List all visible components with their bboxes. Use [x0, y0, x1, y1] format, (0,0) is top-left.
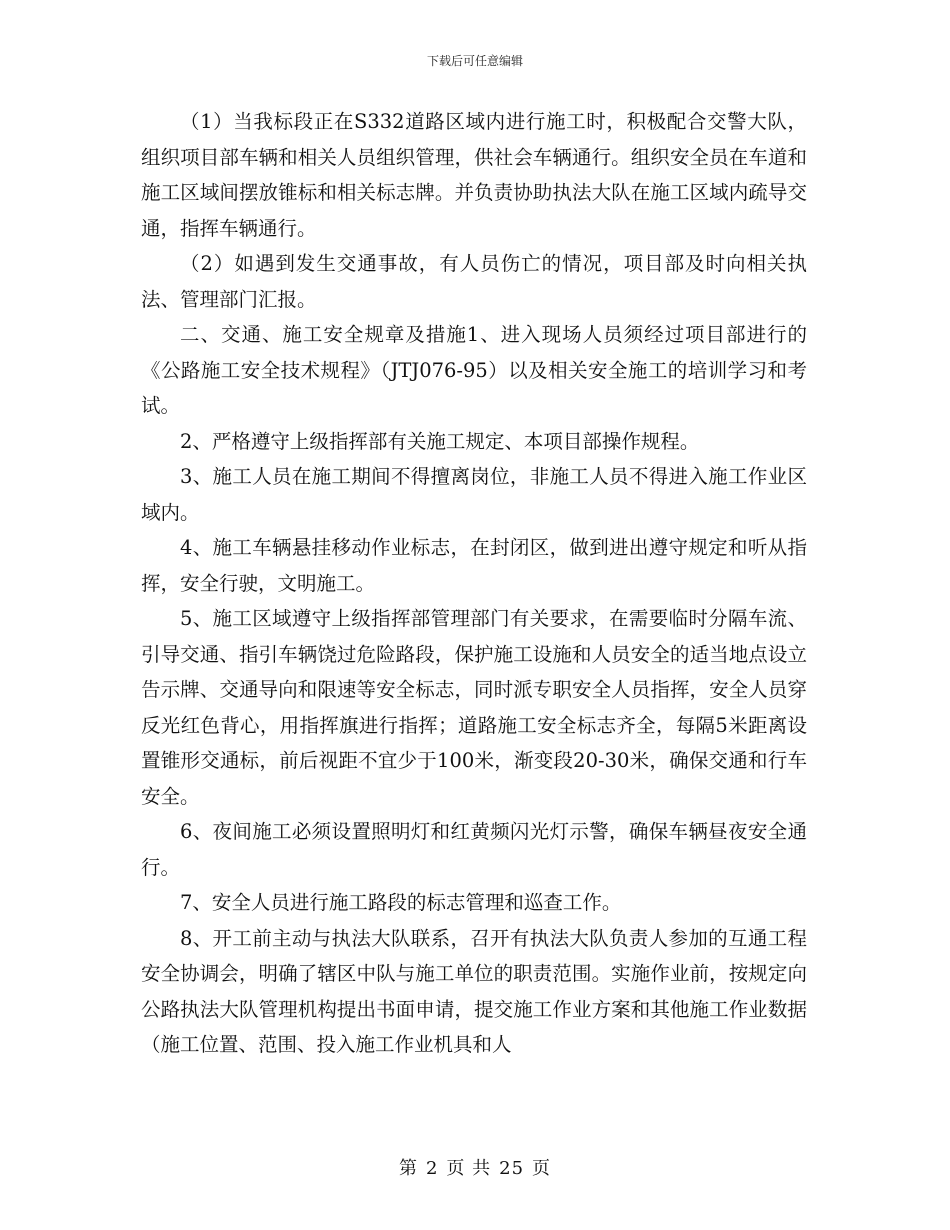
- paragraph-10: 8、开工前主动与执法大队联系，召开有执法大队负责人参加的互通工程安全协调会，明确了辖区中队与施工单位的职责范围。实施作业前，按规定向公路执法大队管理机构提出书面申请，提交施工作业方案和其他施工作业数据（施工位置、范围、投入施工作业机具和人: [141, 926, 807, 1056]
- paragraph-1: （1）当我标段正在S332道路区域内进行施工时，积极配合交警大队，组织项目部车辆和相关人员组织管理，供社会车辆通行。组织安全员在车道和施工区域间摆放锥标和相关标志牌。并负责协助执法大队在施工区域内疏导交通，指挥车辆通行。: [141, 110, 807, 240]
- footer-page-number: 2: [425, 1158, 439, 1179]
- paragraph-4: 2、严格遵守上级指挥部有关施工规定、本项目部操作规程。: [180, 429, 700, 453]
- paragraph-6: 4、施工车辆悬挂移动作业标志，在封闭区，做到进出遵守规定和听从指挥，安全行驶，文明施工。: [141, 536, 807, 595]
- paragraph-3: 二、交通、施工安全规章及措施1、进入现场人员须经过项目部进行的《公路施工安全技术规程》（JTJ076-95）以及相关安全施工的培训学习和考试。: [141, 323, 807, 417]
- document-body: [141, 104, 807, 1063]
- paragraph-9: 7、安全人员进行施工路段的标志管理和巡查工作。: [180, 891, 622, 914]
- footer-prefix: 第: [398, 1158, 418, 1179]
- paragraph-5: 3、施工人员在施工期间不得擅离岗位，非施工人员不得进入施工作业区域内。: [141, 465, 807, 524]
- footer-middle: 页 共: [446, 1158, 492, 1179]
- page-header: 下载后可任意编辑: [426, 54, 523, 68]
- footer-suffix: 页: [532, 1158, 552, 1179]
- footer-total-pages: 25: [499, 1158, 525, 1179]
- paragraph-8: 6、夜间施工必须设置照明灯和红黄频闪光灯示警，确保车辆昼夜安全通行。: [141, 820, 807, 879]
- page-footer: [0, 1154, 950, 1180]
- paragraph-2: （2）如遇到发生交通事故，有人员伤亡的情况，项目部及时向相关执法、管理部门汇报。: [141, 252, 807, 311]
- paragraph-7: 5、施工区域遵守上级指挥部管理部门有关要求，在需要临时分隔车流、引导交通、指引车辆饶过危险路段，保护施工设施和人员安全的适当地点设立告示牌、交通导向和限速等安全标志，同时派专职安全人员指挥，安全人员穿反光红色背心，用指挥旗进行指挥；道路施工安全标志齐全，每隔5米距离设置锥形交通标，前后视距不宜少于100米，渐变段20-30米，确保交通和行车安全。: [141, 607, 807, 808]
